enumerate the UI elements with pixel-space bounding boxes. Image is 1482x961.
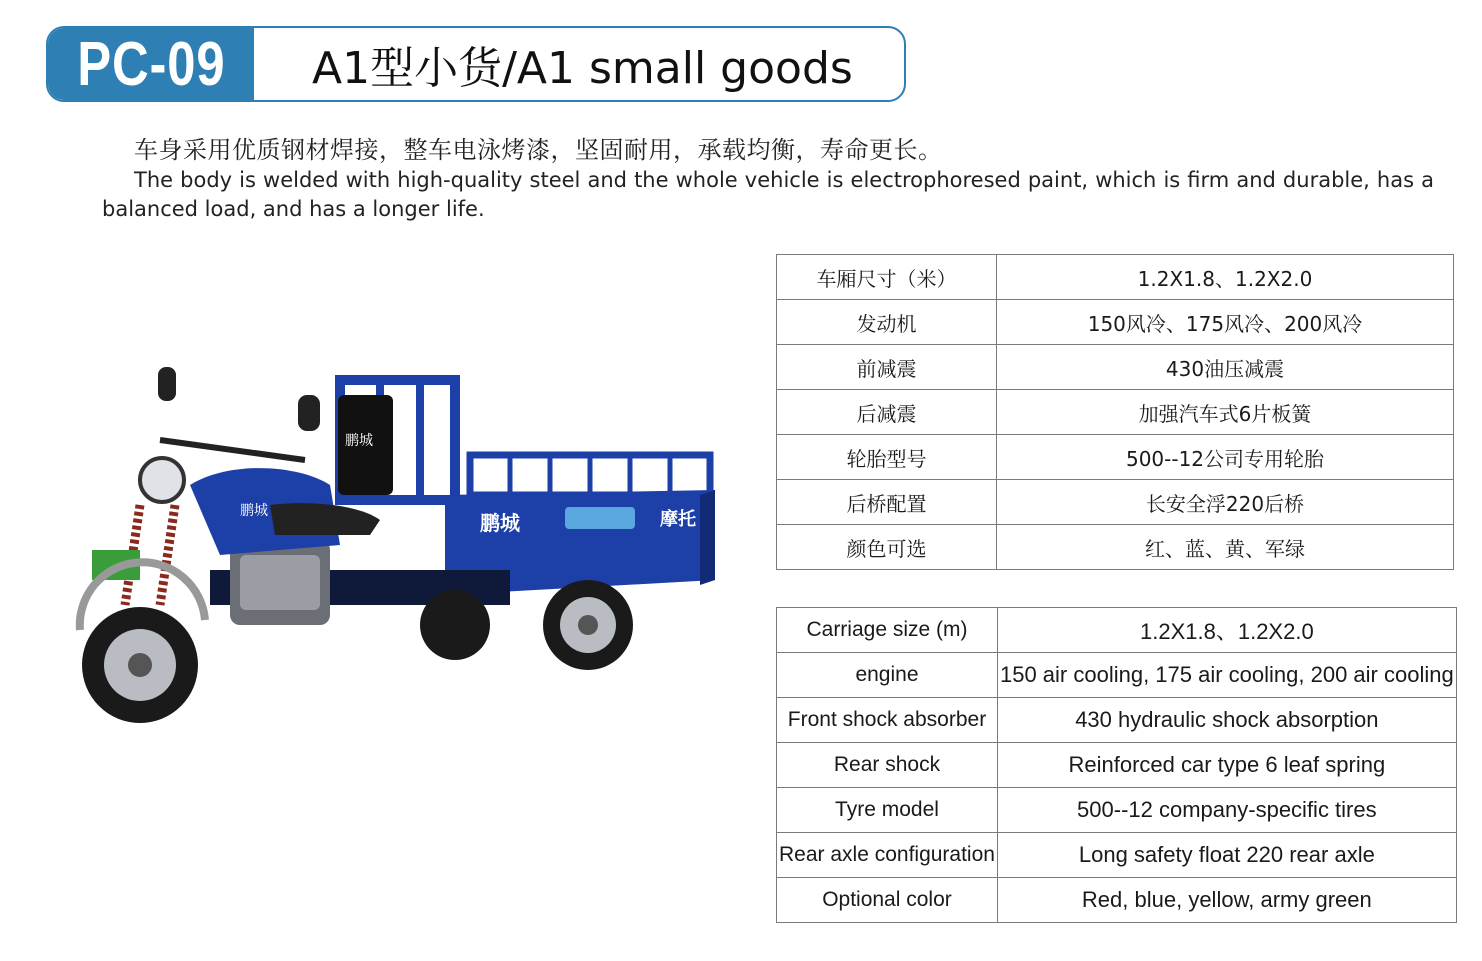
- table-row: [777, 653, 1457, 698]
- table-row: [777, 345, 1454, 390]
- table-row: [777, 788, 1457, 833]
- spec-key: 前减震: [777, 345, 997, 390]
- spec-value: 150风冷、175风冷、200风冷: [997, 300, 1454, 345]
- spec-key: 后桥配置: [777, 480, 997, 525]
- spec-key: 发动机: [777, 300, 997, 345]
- description-cn: 车身采用优质钢材焊接，整车电泳烤漆，坚固耐用，承载均衡，寿命更长。: [134, 136, 943, 164]
- table-row: [777, 300, 1454, 345]
- rear-wheel: [543, 580, 633, 670]
- page-title: A1型小货/A1 small goods: [312, 43, 853, 94]
- spec-value: 1.2X1.8、1.2X2.0: [997, 608, 1456, 653]
- spec-value: 500--12公司专用轮胎: [997, 435, 1454, 480]
- header-banner: [46, 26, 906, 102]
- spec-key: Rear axle configuration: [777, 833, 998, 878]
- tank-text: 鹏城: [240, 503, 268, 519]
- spec-value: 红、蓝、黄、军绿: [997, 525, 1454, 570]
- spec-key: Front shock absorber: [777, 698, 998, 743]
- spec-value: 1.2X1.8、1.2X2.0: [997, 255, 1454, 300]
- table-row: [777, 833, 1457, 878]
- spec-value: Long safety float 220 rear axle: [997, 833, 1456, 878]
- table-row: [777, 255, 1454, 300]
- tricycle-photo: [40, 355, 730, 740]
- spec-value: 430 hydraulic shock absorption: [997, 698, 1456, 743]
- spec-value: Reinforced car type 6 leaf spring: [997, 743, 1456, 788]
- spec-value: 500--12 company-specific tires: [997, 788, 1456, 833]
- spec-value: 150 air cooling, 175 air cooling, 200 air cooling: [997, 653, 1456, 698]
- spec-table-en: [776, 607, 1457, 923]
- spec-value: Red, blue, yellow, army green: [997, 878, 1456, 923]
- bed-moto-text: 摩托: [660, 509, 696, 530]
- spec-value: 430油压减震: [997, 345, 1454, 390]
- spec-table-cn: [776, 254, 1454, 570]
- table-row: [777, 743, 1457, 788]
- table-row: [777, 525, 1454, 570]
- bed-brand-text: 鹏城: [480, 511, 520, 535]
- spec-key: Tyre model: [777, 788, 998, 833]
- spec-key: Optional color: [777, 878, 998, 923]
- spec-key: 后减震: [777, 390, 997, 435]
- spec-key: 轮胎型号: [777, 435, 997, 480]
- table-row: [777, 390, 1454, 435]
- table-row: [777, 878, 1457, 923]
- description-en: The body is welded with high-quality steel and the whole vehicle is electrophoresed paint, which is firm and durable, has a balanced load, and has a longer life.: [102, 168, 1434, 221]
- cargo-bed: [340, 380, 715, 595]
- spec-key: engine: [777, 653, 998, 698]
- spec-key: 车厢尺寸（米）: [777, 255, 997, 300]
- model-code: PC-09: [76, 29, 226, 99]
- table-row: [777, 480, 1454, 525]
- spec-key: Rear shock: [777, 743, 998, 788]
- spec-value: 加强汽车式6片板簧: [997, 390, 1454, 435]
- table-row: [777, 435, 1454, 480]
- spec-key: 颜色可选: [777, 525, 997, 570]
- table-row: [777, 608, 1457, 653]
- front-wheel: [80, 562, 205, 723]
- model-code-badge: [48, 28, 254, 100]
- spec-key: Carriage size (m): [777, 608, 998, 653]
- seat-back-text: 鹏城: [345, 433, 373, 449]
- spec-value: 长安全浮220后桥: [997, 480, 1454, 525]
- table-row: [777, 698, 1457, 743]
